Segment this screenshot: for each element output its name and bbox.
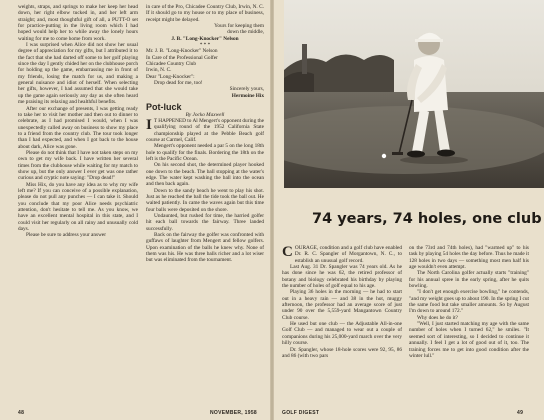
article-paragraph: "I don't get enough exercise bowling," he contends, "and my weight goes up to about 190. In the spring I cut the same food but take smaller amounts. So by August I'm down to around 172."	[409, 289, 529, 315]
letter-paragraph: After our exchange of presents, I was getting ready to take her to visit her mother and then out to dinner to celebrate, as I had promised I would, when I was unexpectedly called away on business to show my place to a friend from the country club. The tour took longer than I had expected, and when I got back to the house about dark, Alice was gone.	[18, 105, 138, 150]
letter-paragraph: in care of the Pro, Chicadee Country Club, Irwin, N. C. If it should go to my house or to my place of business, receipt might be delayed.	[146, 4, 264, 23]
letter-paragraph: Miss Hix, do you have any idea as to why my wife left me? If you can conceive of a possible explanation, please do not pull any punches — I can take it. Should you conclude that my poor Alice needs psychiatric attention, don't hesitate to tell me. As you know, we have an excellent mental hospital in this state, and I could visit her regularly on all rainy and unusually cold days.	[18, 181, 138, 233]
reply-salutation: Dear "Long-Knocker":	[146, 73, 195, 80]
potluck-lead-text: T HAPPENED to Al Mengert's opponent during the qualifying round of the 1952 California State championship played at the Pebble Beach golf course at Carmel, Calif.	[146, 117, 265, 143]
left-column-2	[146, 4, 264, 264]
right-column-2	[409, 245, 529, 359]
golfer-photo	[284, 0, 544, 188]
right-page-number: 49	[517, 410, 524, 416]
article-paragraph: He used but one club — the Adjustable All-in-one Golf Club — and managed to wear out a couple of companions during his 25,000-yard march over the very hilly course.	[282, 321, 402, 347]
letter-signature: J. B. "Long-Knocker" Nelson	[171, 35, 239, 42]
potluck-byline: By Jocko Maxwell	[185, 111, 225, 118]
potluck-heading: Pot-luck	[146, 102, 182, 113]
potluck-paragraph: Down to the sandy beach he went to play his shot. Just as he reached the ball the tide took the ball out. He waited patiently. In came the waves again but this time four balls were deposited on the shore.	[146, 187, 264, 213]
article-lead-paragraph	[282, 245, 402, 264]
article-paragraph: Dr. Spangler, whose 18-hole scores were 92, 95, 86 and 86 (with two pars	[282, 346, 402, 359]
potluck-paragraph: On his second shot, the determined player hooked one down to the beach. The ball stopping at the water's edge. The water kept washing the ball into the ocean and then back again.	[146, 162, 264, 188]
address-line: Chicadee Country Club	[146, 61, 197, 68]
article-paragraph: Last Aug. 31 Dr. Spangler was 74 years old. As he has done since he was 62, the retired professor of botany and biology celebrated his birthday by playing the number of holes of golf equal to his age.	[282, 264, 402, 290]
article-paragraph: "Well, I just started matching my age with the same number of holes when I turned 62," he smiles. "It seemed sort of interesting, so I decided to continue it annually. I feel I get a lot of good out of it, too. The training forces me to get into good condition after the winter lull."	[409, 321, 529, 359]
address-line: In Care of the Professional Golfer	[146, 54, 218, 61]
address-line: Irwin, N. C.	[146, 67, 172, 74]
reply-closing: Sincerely yours,	[229, 86, 264, 93]
reply-signature: Hermoine Hix	[231, 92, 264, 99]
article-paragraph: The North Carolina golfer actually starts "training" for his annual spree in the early spring, after he quits bowling.	[409, 270, 529, 290]
article-paragraph: on the 73rd and 74th holes), had "warmed up" to his task by playing 54 holes the day before. Thus he made it 128 holes in two days — something most men half his age wouldn't even attempt.	[409, 245, 529, 271]
address-line: Mr. J. B. "Long-Knocker" Nelson	[146, 48, 218, 55]
potluck-dropcap: I	[146, 116, 152, 133]
article-headline: 74 years, 74 holes, one club	[312, 211, 542, 227]
potluck-lead-paragraph	[146, 118, 264, 143]
article-paragraph: Playing 36 holes in the morning — he had to start out in a heavy rain — and 38 in the hot, muggy afternoon, the professor had an average score of just under 90 over the 5,559-yard Mangantown Country Club course.	[282, 289, 402, 321]
left-footer-date: NOVEMBER, 1958	[210, 410, 257, 416]
letter-paragraph: Please be sure to address your answer	[26, 232, 107, 239]
right-column-1	[282, 245, 402, 359]
right-footer-magazine: GOLF DIGEST	[282, 410, 320, 416]
letter-paragraph: I was surprised when Alice did not show her usual degree of appreciation for my gifts, but I attributed it to the fact that she had darted off some to her golf playing since the day I gently chided her on the clubhouse porch for holding up the game, embarrassing me in front of my friends, losing the match for us, and making a general nuisance and idiot of herself. When selecting her gifts, however, I had assumed that she would take up the game again seriously any day as she often heard me praising its relaxing and healthful benefits.	[18, 42, 138, 106]
potluck-paragraph: Back on the fairway the golfer was confronted with guffaws of laughter from Mengert and fellow golfers. Upon examination of the balls he knew why. None of them was his. He was three balls richer and a lot wiser but was eliminated from the tournament.	[146, 232, 264, 264]
article-lead-text: OURAGE, condition and a golf club have enabled Dr. R. C. Spangler of Morgantown, N. C., to establish an unusual golf record.	[294, 245, 402, 264]
section-divider: * * *	[199, 42, 211, 49]
letter-closing: down the middle,	[227, 29, 264, 36]
left-column-1	[18, 4, 138, 239]
potluck-paragraph: Mengert's opponent needed a par 5 on the long 18th hole to qualify for the finals. Bordering the 18th on the left is the Pacific Ocean.	[146, 143, 264, 162]
left-page-number: 48	[18, 410, 25, 416]
letter-paragraph: weights, straps, and springs to make her keep her head down, her right elbow tucked in, and her left arm straight; and, most thoughtful gift of all, a PUTT-O set for practice-putting in the living room which I had hoped would help her to while away the lonely hours waiting for me to come home from work.	[18, 4, 138, 42]
article-dropcap: C	[282, 244, 293, 260]
reply-body: Drop dead for me, too!	[154, 80, 203, 87]
article-paragraph: Why does he do it?	[417, 314, 458, 321]
letter-closing: Yours for keeping them	[214, 23, 264, 30]
page-gutter	[270, 0, 274, 420]
potluck-paragraph: Undaunted, but rushed for time, the harried golfer hit each ball towards the fairway. Three landed successfully.	[146, 213, 264, 232]
letter-paragraph: Please do not think that I have not taken steps on my own to get my wife back. I have written her several times from the clubhouse while waiting for my match to show up, but the only answer I ever get was one rather curious and cryptic note saying: "Drop dead!"	[18, 149, 138, 182]
